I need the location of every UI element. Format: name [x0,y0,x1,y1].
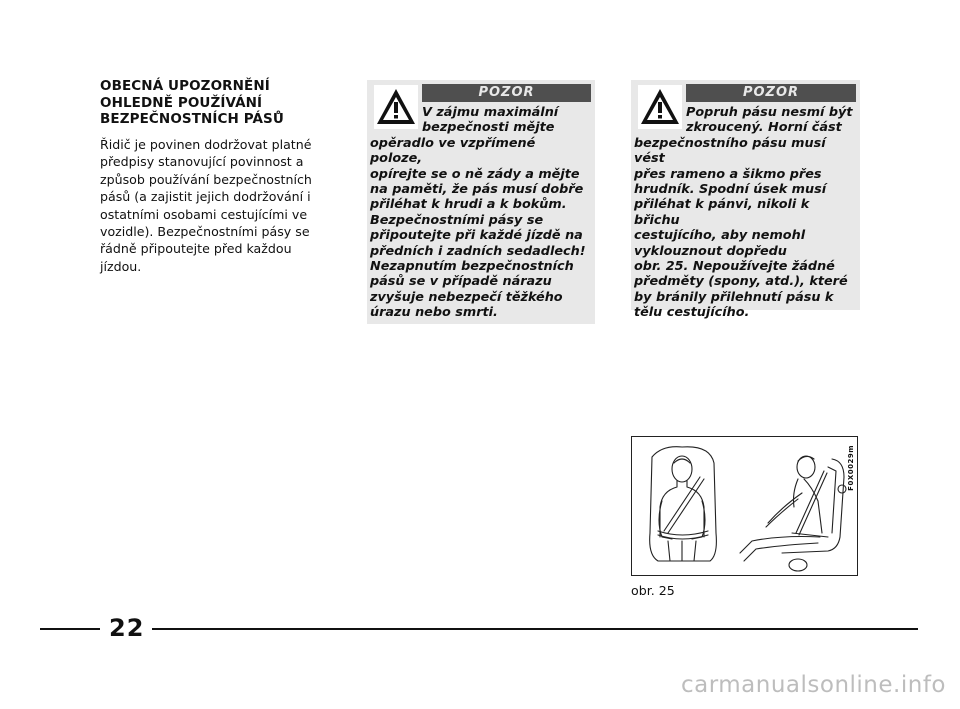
warning-label: POZOR [686,84,856,102]
warning-line: úrazu nebo smrti. [370,305,498,321]
warning-line: bezpečnostního pásu musí vést [634,135,826,167]
warning-line: na paměti, že pás musí dobře [370,182,584,198]
figure-caption: obr. 25 [631,583,675,598]
warning-line: V zájmu maximální [422,105,559,120]
warning-label: POZOR [422,84,591,102]
warning-line: hrudník. Spodní úsek musí [634,182,827,198]
body-line: Řidič je povinen dodržovat platné [100,137,312,152]
heading-line: BEZPEČNOSTNÍCH PÁSŮ [100,111,284,127]
body-line: způsob používání bezpečnostních [100,171,312,187]
body-line: jízdou. [100,258,142,274]
warning-line: Bezpečnostními pásy se [370,212,544,228]
figure-code: F0X0029m [847,445,855,491]
heading-line: OBECNÁ UPOZORNĚNÍ [100,78,270,94]
warning-line: pásů se v případě nárazu [370,274,552,290]
warning-line: Popruh pásu nesmí být [686,105,853,120]
warning-line: předměty (spony, atd.), které [634,274,848,290]
section-body [100,136,320,275]
warning-box-seat-position [367,80,595,324]
warning-line: přiléhat k hrudi a k bokům. [370,197,567,213]
warning-line: vyklouznout dopředu [634,243,787,259]
warning-line: by bránily přilehnutí pásu k [634,289,834,305]
warning-line: Nezapnutím bezpečnostních [370,259,574,275]
seatbelt-illustration-icon [632,437,856,574]
footer-rule [40,628,100,630]
section-heading [100,78,330,128]
figure-25 [631,436,858,576]
warning-line: přiléhat k pánvi, nikoli k břichu [634,197,810,228]
warning-line: opěradlo ve vzpřímené poloze, [370,135,536,167]
warning-line: bezpečnosti mějte [422,120,555,136]
footer-rule [152,628,918,630]
warning-line: zkroucený. Horní část [686,120,842,136]
warning-line: zvyšuje nebezpečí těžkého [370,289,563,305]
warning-line: opírejte se o ně zády a mějte [370,166,580,182]
warning-text [634,105,856,321]
watermark: carmanualsonline.info [680,672,946,698]
warning-line: obr. 25. Nepoužívejte žádné [634,259,835,275]
body-line: předpisy stanovující povinnost a [100,154,304,170]
warning-line: přes rameno a šikmo přes [634,166,822,182]
warning-line: cestujícího, aby nemohl [634,228,806,244]
heading-line: OHLEDNĚ POUŽÍVÁNÍ [100,94,263,111]
body-line: pásů (a zajistit jejich dodržování i [100,189,311,205]
warning-text [370,105,591,321]
warning-line: předních i zadních sedadlech! [370,243,586,259]
page-number: 22 [109,614,145,642]
warning-line: tělu cestujícího. [634,305,750,321]
warning-line: připoutejte při každé jízdě na [370,228,583,244]
body-line: vozidle). Bezpečnostními pásy se [100,224,310,240]
body-line: ostatními osobami cestujícími ve [100,206,308,222]
warning-box-belt-routing [631,80,860,321]
body-line: řádně připoutejte před každou [100,241,292,257]
